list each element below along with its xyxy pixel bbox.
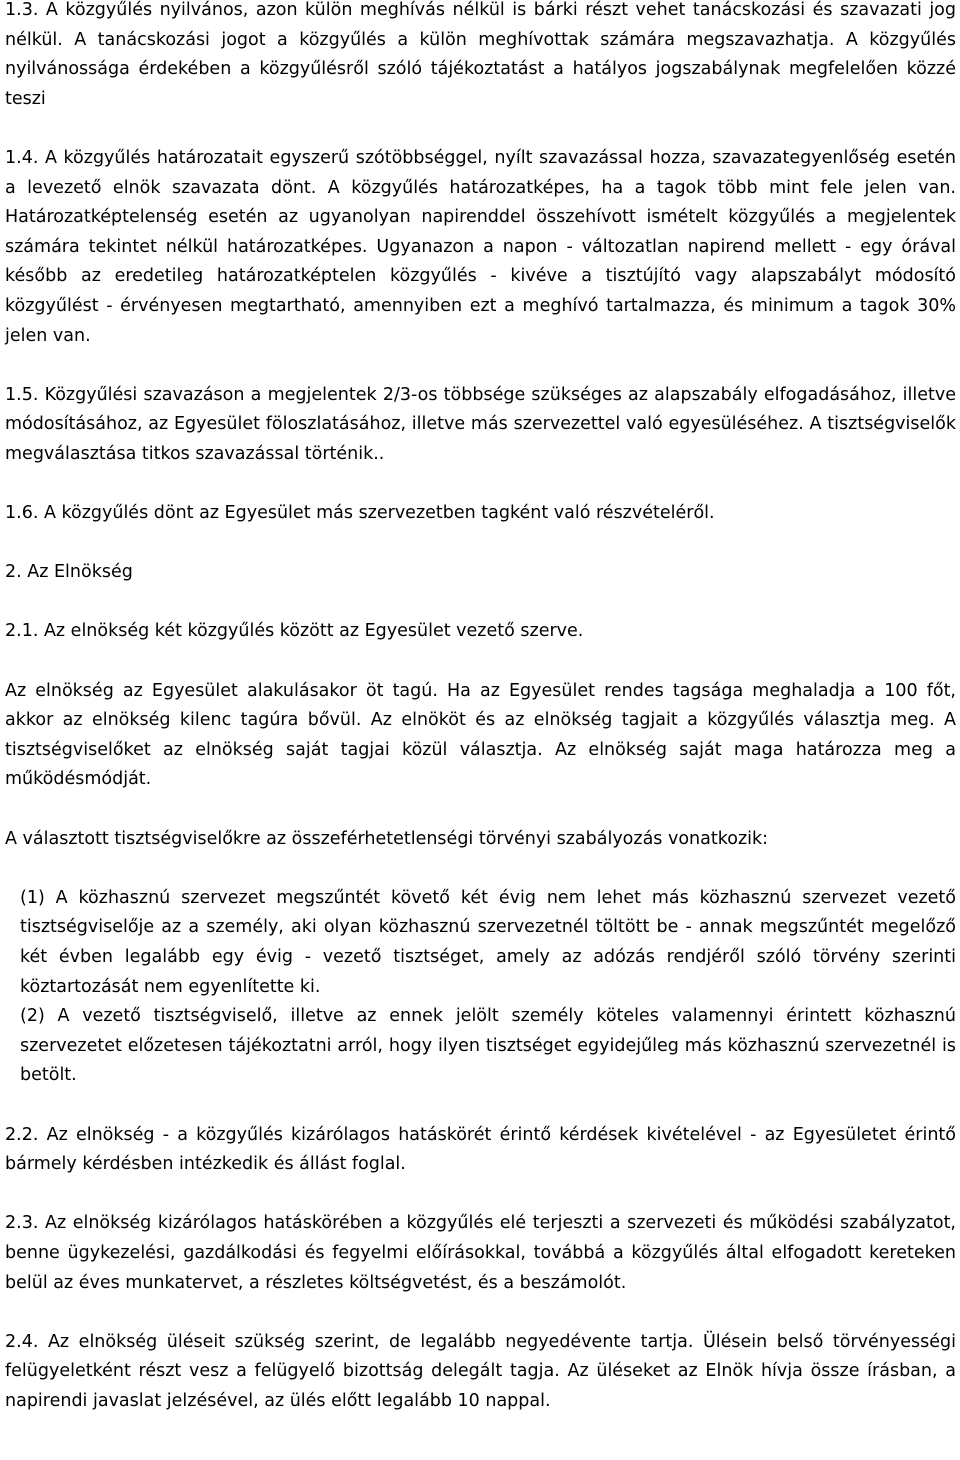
section-1-4: 1.4. A közgyűlés határozatait egyszerű szótöbbséggel, nyílt szavazással hozza, szavazategyenlőség esetén a levezető elnök szavazata dönt. A közgyűlés határozatképes, ha a tagok több mint fele jelen van. Határozatképtelenség esetén az ugyanolyan napirenddel összehívott ismételt közgyűlés a megjelentek számára tekintet nélkül határozatképes. Ugyanazon a napon - változatlan napirend mellett - egy órával később az eredetileg határozatképtelen közgyűlés - kivéve a tisztújító vagy alapszabályt módosító közgyűlést - érvényesen megtartható, amennyiben ezt a meghívó tartalmazza, és minimum a tagok 30% jelen van. — [5, 147, 956, 346]
section-1-3: 1.3. A közgyűlés nyilvános, azon külön meghívás nélkül is bárki részt vehet tanácskozási és szavazati jog nélkül. A tanácskozási jogot a közgyűlés a külön meghívottak számára megszavazhatja. A közgyűlés nyilvánossága érdekében a közgyűlésről szóló tájékoztatást a hatályos jogszabálynak megfelelően közzé teszi — [5, 0, 956, 109]
section-2-1-body: Az elnökség az Egyesület alakulásakor öt tagú. Ha az Egyesület rendes tagsága meghaladja a 100 főt, akkor az elnökség kilenc tagúra bővül. Az elnököt és az elnökség tagjait a közgyűlés választja meg. A tisztségviselőket az elnökség saját tagjai közül választja. Az elnökség saját maga határozza meg a működésmódját. — [5, 680, 956, 790]
section-1-6: 1.6. A közgyűlés dönt az Egyesület más szervezetben tagként való részvételéről. — [5, 503, 715, 524]
section-2-3: 2.3. Az elnökség kizárólagos hatáskörében a közgyűlés elé terjeszti a szervezeti és működési szabályzatot, benne ügykezelési, gazdálkodási és fegyelmi előírásokkal, továbbá a közgyűlés által elfogadott kereteken belül az éves munkatervet, a részletes költségvetést, és a beszámolót. — [5, 1213, 956, 1293]
conflict-rule-1: (1) A közhasznú szervezet megszűntét követő két évig nem lehet más közhasznú szervezet vezető tisztségviselője az a személy, aki olyan közhasznú szervezetnél töltött be - annak megszűntét megelőző két évben legalább egy évig - vezető tisztséget, amely az adózás rendjéről szóló törvény szerinti köztartozását nem egyenlítette ki. — [20, 887, 956, 997]
section-2-2: 2.2. Az elnökség - a közgyűlés kizárólagos hatáskörét érintő kérdések kivételével - az Egyesületet érintő bármely kérdésben intézkedik és állást foglal. — [5, 1124, 956, 1175]
document-page — [5, 0, 956, 1417]
section-1-5: 1.5. Közgyűlési szavazáson a megjelentek 2/3-os többsége szükséges az alapszabály elfogadásához, illetve módosításához, az Egyesület föloszlatásához, illetve más szervezettel való egyesüléséhez. A tisztségviselők megválasztása titkos szavazással történik.. — [5, 384, 956, 464]
conflict-of-interest-intro: A választott tisztségviselőkre az összeférhetetlenségi törvényi szabályozás vonatkozik: — [5, 828, 769, 849]
conflict-rule-2: (2) A vezető tisztségviselő, illetve az ennek jelölt személy köteles valamennyi érintett közhasznú szervezetet előzetesen tájékoztatni arról, hogy ilyen tisztséget egyidejűleg más közhasznú szervezetnél is betölt. — [20, 1006, 956, 1086]
section-2-heading: 2. Az Elnökség — [5, 562, 133, 583]
conflict-rules-list — [5, 884, 956, 1091]
section-2-1: 2.1. Az elnökség két közgyűlés között az Egyesület vezető szerve. — [5, 621, 584, 642]
section-2-4: 2.4. Az elnökség üléseit szükség szerint, de legalább negyedévente tartja. Ülésein belső törvényességi felügyeletként részt vesz a felügyelő bizottság delegált tagja. Az üléseket az Elnök hívja össze írásban, a napirendi javaslat jelzésével, az ülés előtt legalább 10 nappal. — [5, 1331, 956, 1411]
